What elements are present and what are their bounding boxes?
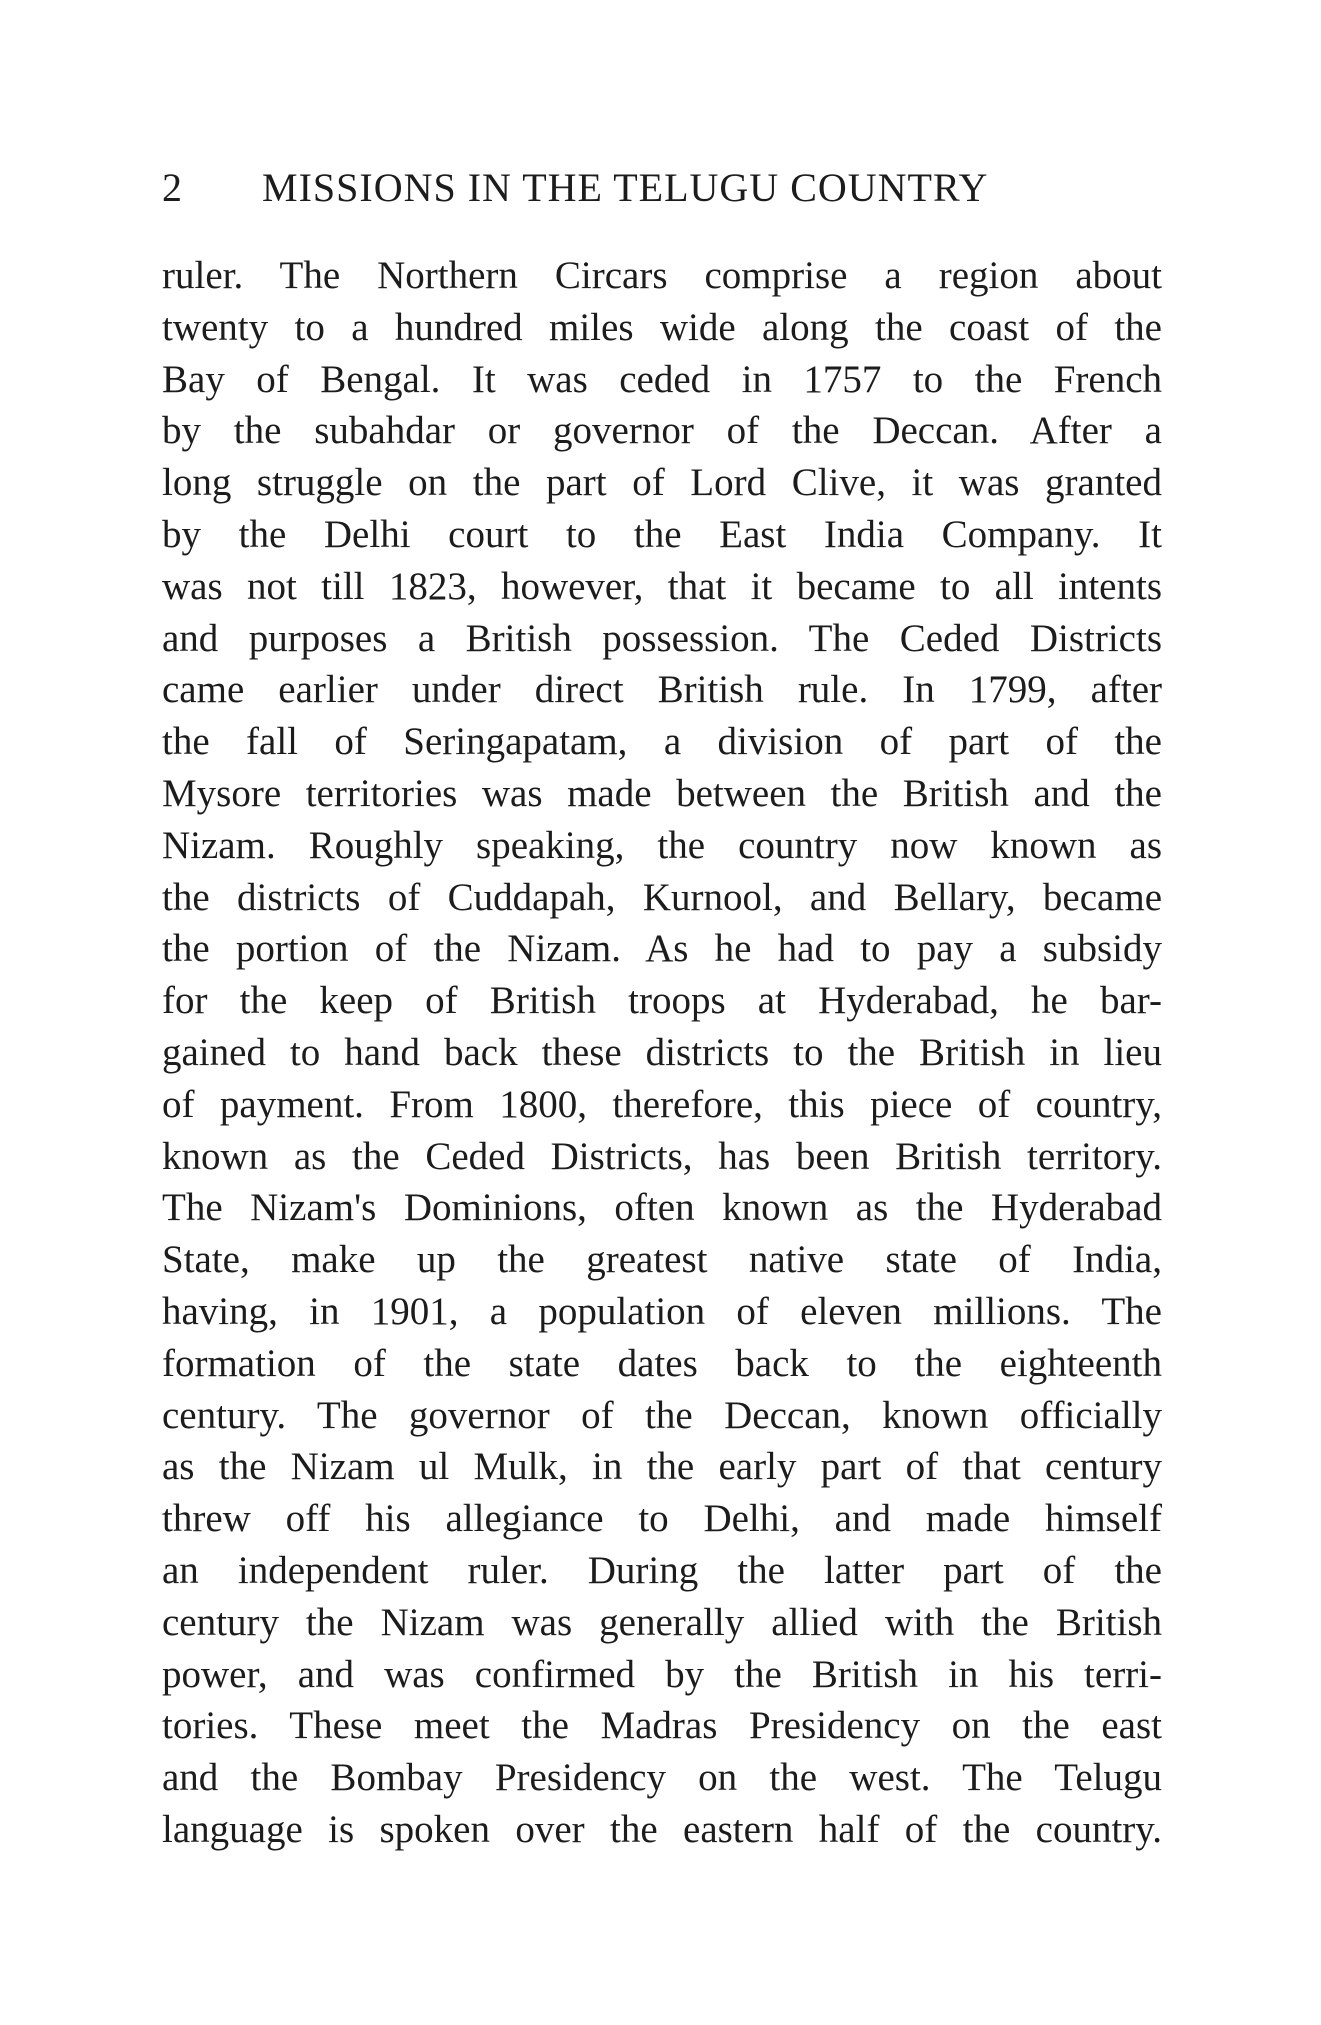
text-line: language is spoken over the eastern half of the country.	[162, 1807, 1162, 1851]
text-line: was not till 1823, however, that it became to all intents	[162, 564, 1162, 608]
text-line: century the Nizam was generally allied with the British	[162, 1600, 1162, 1644]
text-line: century. The governor of the Deccan, known officially	[162, 1393, 1162, 1437]
text-line: the districts of Cuddapah, Kurnool, and Bellary, became	[162, 875, 1162, 919]
text-line: tories. These meet the Madras Presidency on the east	[162, 1704, 1162, 1748]
text-line: and purposes a British possession. The Ceded Districts	[162, 616, 1162, 660]
text-line: formation of the state dates back to the eighteenth	[162, 1341, 1162, 1385]
text-line: threw off his allegiance to Delhi, and made himself	[162, 1497, 1162, 1541]
text-line: an independent ruler. During the latter part of the	[162, 1548, 1162, 1592]
text-line: came earlier under direct British rule. In 1799, after	[162, 668, 1162, 712]
text-line: Nizam. Roughly speaking, the country now known as	[162, 823, 1162, 867]
body-text	[162, 250, 1162, 1856]
text-line: the fall of Seringapatam, a division of part of the	[162, 720, 1162, 764]
text-line: for the keep of British troops at Hyderabad, he bar-	[162, 979, 1162, 1023]
text-line: by the subahdar or governor of the Deccan. After a	[162, 409, 1162, 453]
text-line: gained to hand back these districts to the British in lieu	[162, 1030, 1162, 1074]
page-number: 2	[162, 165, 183, 210]
text-line: known as the Ceded Districts, has been British territory.	[162, 1134, 1162, 1178]
text-line: ruler. The Northern Circars comprise a region about	[162, 254, 1162, 297]
text-line: as the Nizam ul Mulk, in the early part of that century	[162, 1445, 1162, 1489]
running-head	[162, 162, 1172, 214]
text-line: having, in 1901, a population of eleven millions. The	[162, 1289, 1162, 1333]
text-line: Mysore territories was made between the British and the	[162, 771, 1162, 815]
text-line: twenty to a hundred miles wide along the coast of the	[162, 305, 1162, 349]
text-line: The Nizam's Dominions, often known as the Hyderabad	[162, 1186, 1162, 1230]
text-line: Bay of Bengal. It was ceded in 1757 to the French	[162, 357, 1162, 401]
text-line: power, and was confirmed by the British in his terri-	[162, 1652, 1162, 1696]
running-title: MISSIONS IN THE TELUGU COUNTRY	[262, 165, 989, 210]
text-line: State, make up the greatest native state of India,	[162, 1238, 1162, 1282]
text-line: long struggle on the part of Lord Clive, it was granted	[162, 461, 1162, 505]
text-line: by the Delhi court to the East India Company. It	[162, 512, 1162, 556]
text-line: the portion of the Nizam. As he had to pay a subsidy	[162, 927, 1162, 971]
text-line: of payment. From 1800, therefore, this piece of country,	[162, 1082, 1162, 1126]
text-line: and the Bombay Presidency on the west. The Telugu	[162, 1756, 1162, 1800]
